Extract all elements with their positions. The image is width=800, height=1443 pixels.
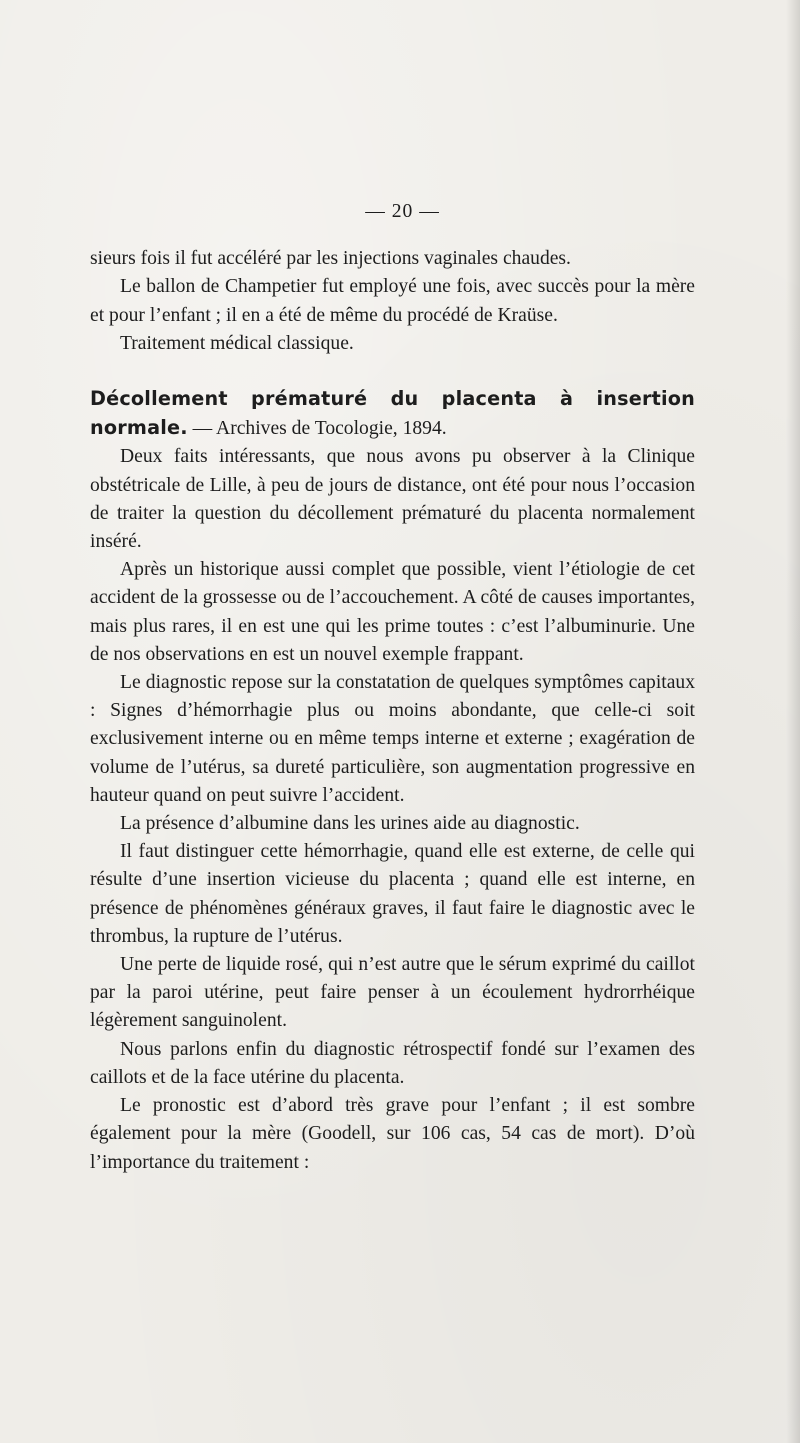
paragraph-perte-liquide: Une perte de liquide rosé, qui n’est autre que le sérum exprimé du caillot par la paroi utérine, peut faire penser à un écoulement hydrorrhéique légèrement sanguinolent. — [90, 954, 695, 1032]
section-source: — Archives de Tocologie, 1894. — [192, 418, 447, 440]
paragraph-distinguer: Il faut distinguer cette hémorrhagie, quand elle est externe, de celle qui résulte d’une insertion vicieuse du placenta ; quand elle est interne, en présence de phénomènes généraux graves, il faut faire le diagnostic avec le thrombus, la rupture de l’utérus. — [90, 841, 695, 947]
paragraph-etiologie: Après un historique aussi complet que possible, vient l’étiologie de cet accident de la grossesse ou de l’accouchement. A côté de causes importantes, mais plus rares, il en est une qui les prime toutes : c’est l’albuminurie. Une de nos observations en est un nouvel exemple frappant. — [90, 559, 695, 665]
page-edge-shadow — [786, 0, 800, 1443]
paragraph-ballon: Le ballon de Champetier fut employé une fois, avec succès pour la mère et pour l’enfant ; il en a été de même du procédé de Kraüse. — [90, 276, 695, 326]
section-heading — [90, 385, 695, 443]
paragraph-retrospectif: Nous parlons enfin du diagnostic rétrospectif fondé sur l’examen des caillots et de la face utérine du placenta. — [90, 1038, 695, 1088]
page-text-block — [90, 198, 695, 1177]
paragraph-diagnostic: Le diagnostic repose sur la constatation de quelques symptômes capitaux : Signes d’hémorrhagie plus ou moins abondante, que celle-ci soit exclusivement interne ou en même temps interne et externe ; exagération de volume de l’utérus, sa dureté particulière, son augmentation progressive en hauteur quand on peut suivre l’accident. — [90, 672, 695, 806]
paragraph-continued: sieurs fois il fut accéléré par les injections vaginales chaudes. — [90, 248, 571, 270]
paragraph-albumine: La présence d’albumine dans les urines aide au diagnostic. — [120, 813, 580, 835]
paragraph-pronostic: Le pronostic est d’abord très grave pour l’enfant ; il est sombre également pour la mère (Goodell, sur 106 cas, 54 cas de mort). D’où l’importance du traitement : — [90, 1095, 695, 1173]
paragraph-deux-faits: Deux faits intéressants, que nous avons pu observer à la Clinique obstétricale de Lille, à peu de jours de distance, ont été pour nous l’occasion de traiter la question du décollement prématuré du placenta normalement inséré. — [90, 446, 695, 553]
paragraph-traitement: Traitement médical classique. — [120, 332, 354, 354]
section-title: Décollement prématuré du placenta à insertion normale. — [90, 387, 695, 440]
page-number: — 20 — — [365, 201, 440, 222]
